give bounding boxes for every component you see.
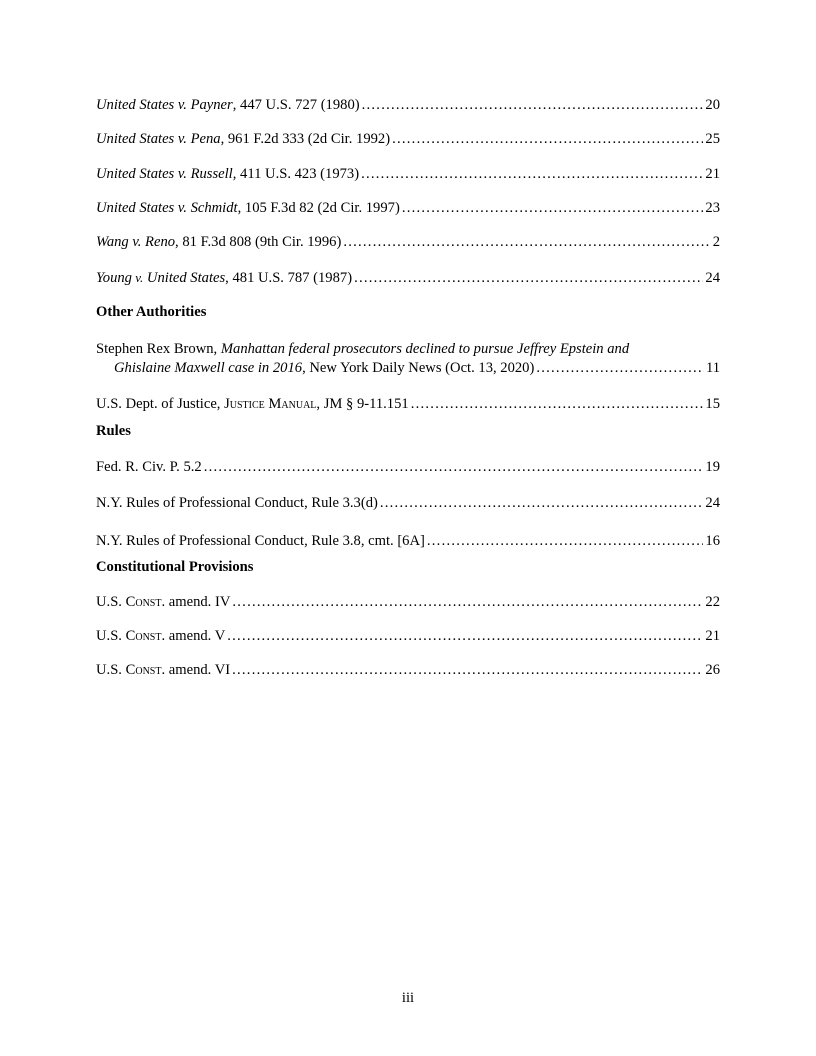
page-ref: 24: [705, 495, 720, 511]
page-ref: 20: [705, 97, 720, 113]
provision-pre: U.S.: [96, 594, 126, 610]
dot-leader: [380, 494, 704, 513]
rule-entry: [96, 458, 720, 477]
rule-entry: [96, 532, 720, 551]
dot-leader: [536, 359, 704, 378]
page-ref: 23: [705, 200, 720, 216]
constitution-entry: [96, 627, 720, 646]
case-cite: , 411 U.S. 423 (1973): [232, 166, 360, 182]
page-ref: 2: [712, 234, 720, 250]
case-entry-pena: [96, 130, 720, 149]
case-entry-payner: [96, 96, 720, 115]
provision-pre: U.S.: [96, 662, 126, 678]
page-ref: 21: [705, 628, 720, 644]
case-cite: , 81 F.3d 808 (9th Cir. 1996): [175, 234, 342, 250]
dot-leader: [361, 165, 703, 184]
case-entry-young: [96, 268, 720, 288]
case-name: United States v. Schmidt: [96, 200, 238, 216]
dot-leader: [392, 130, 703, 149]
case-cite: , 105 F.3d 82 (2d Cir. 1997): [237, 200, 400, 216]
authority-pre: U.S. Dept. of Justice,: [96, 396, 225, 412]
page-ref: 16: [705, 533, 720, 549]
case-name: United States v. Russell: [96, 166, 233, 182]
article-title-cont: Ghislaine Maxwell case in 2016: [114, 360, 303, 376]
toa-page: [96, 0, 720, 1056]
dot-leader: [402, 199, 704, 218]
provision-post: . amend. IV: [161, 594, 231, 610]
provision-smallcaps: Const: [125, 662, 162, 678]
page-ref: 22: [705, 594, 720, 610]
case-name-v: v.: [131, 270, 144, 285]
dot-leader: [204, 458, 704, 477]
provision-post: . amend. V: [161, 628, 226, 644]
author: Stephen Rex Brown,: [96, 341, 221, 357]
provision-smallcaps: Const: [125, 594, 162, 610]
section-heading-rules: Rules: [96, 423, 131, 439]
dot-leader: [232, 593, 703, 612]
dot-leader: [227, 627, 703, 646]
article-title: Manhattan federal prosecutors declined to pursue Jeffrey Epstein and: [220, 341, 630, 357]
dot-leader: [427, 532, 704, 551]
case-name-part: Young: [96, 270, 132, 286]
page-ref: 11: [705, 360, 720, 376]
case-name: Wang v. Reno: [96, 234, 176, 250]
page-ref: 26: [705, 662, 720, 678]
publication: , New York Daily News (Oct. 13, 2020): [302, 360, 535, 376]
dot-leader: [232, 661, 703, 680]
dot-leader: [411, 395, 704, 414]
dot-leader: [343, 233, 710, 252]
page-ref: 24: [705, 270, 720, 286]
section-heading-constitutional-provisions: Constitutional Provisions: [96, 559, 254, 575]
dot-leader: [362, 96, 704, 115]
rule-text: Fed. R. Civ. P. 5.2: [96, 459, 202, 475]
provision-smallcaps: Const: [125, 628, 162, 644]
section-heading-other-authorities: Other Authorities: [96, 304, 207, 320]
case-name: United States v. Payner: [96, 97, 233, 113]
rule-text: N.Y. Rules of Professional Conduct, Rule 3.3(d): [96, 495, 378, 511]
case-entry-wang: [96, 233, 720, 252]
case-entry-russell: [96, 165, 720, 184]
case-cite: , 447 U.S. 727 (1980): [232, 97, 360, 113]
case-name-part: United States: [143, 270, 226, 286]
constitution-entry: [96, 661, 720, 680]
constitution-entry: [96, 593, 720, 612]
page-ref: 25: [705, 131, 720, 147]
authority-entry-justice-manual: [96, 395, 720, 414]
page-ref: 21: [705, 166, 720, 182]
rule-text: N.Y. Rules of Professional Conduct, Rule 3.8, cmt. [6A]: [96, 533, 425, 549]
rule-entry: [96, 494, 720, 513]
page-ref: 15: [705, 396, 720, 412]
dot-leader: [354, 269, 703, 288]
case-entry-schmidt: [96, 199, 720, 218]
case-cite: , 961 F.2d 333 (2d Cir. 1992): [220, 131, 391, 147]
provision-post: . amend. VI: [161, 662, 231, 678]
authority-post: , JM § 9-11.151: [316, 396, 409, 412]
case-cite: , 481 U.S. 787 (1987): [225, 270, 353, 286]
page-ref: 19: [705, 459, 720, 475]
authority-smallcaps: Justice Manual: [224, 396, 317, 412]
provision-pre: U.S.: [96, 628, 126, 644]
page-number: iii: [401, 990, 415, 1006]
case-name: United States v. Pena: [96, 131, 221, 147]
authority-entry-brown: [96, 340, 720, 378]
